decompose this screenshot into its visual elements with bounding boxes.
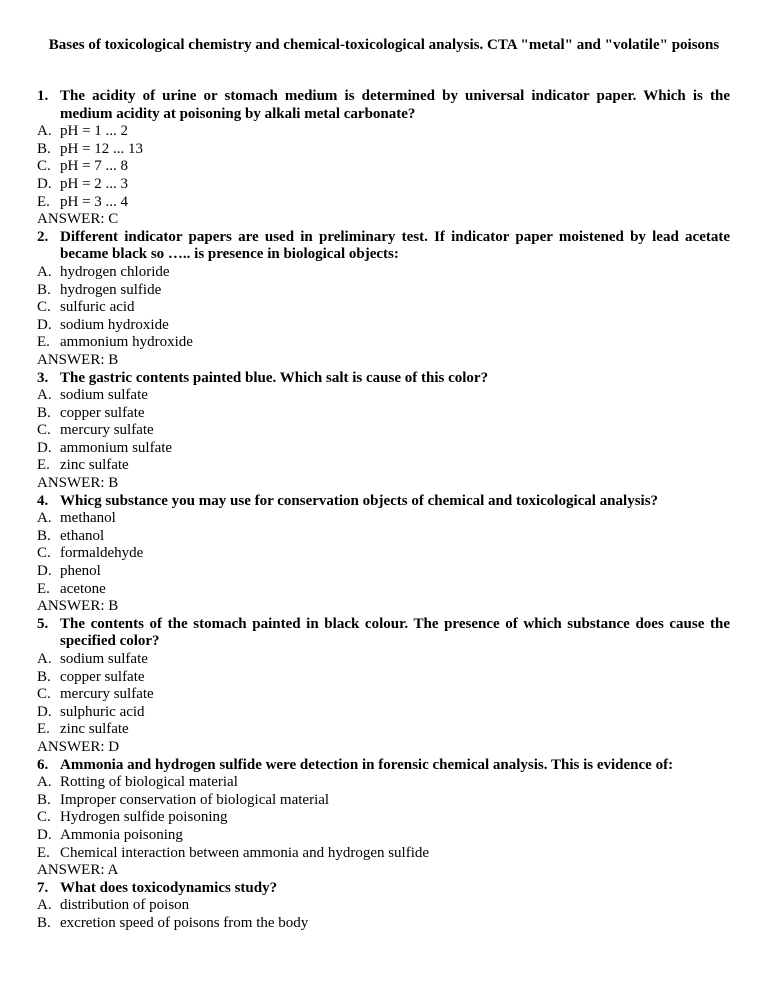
answer-option — [37, 809, 730, 827]
option-text: pH = 3 ... 4 — [60, 193, 129, 210]
option-letter: D. — [37, 703, 52, 720]
option-letter: A. — [37, 510, 52, 527]
answer-option — [37, 405, 730, 423]
question-1 — [37, 88, 730, 123]
option-text: excretion speed of poisons from the body — [60, 914, 309, 931]
question-5 — [37, 616, 730, 651]
document-title: Bases of toxicological chemistry and chemical-toxicological analysis. CTA "metal" and "volatile" poisons — [48, 37, 720, 53]
question-number: 2. — [37, 228, 49, 245]
option-text: mercury sulfate — [60, 686, 154, 703]
answer-value: B — [108, 475, 119, 492]
answer-option — [37, 669, 730, 687]
option-text: sodium hydroxide — [60, 316, 169, 333]
option-text: pH = 2 ... 3 — [60, 175, 129, 192]
answer-key — [37, 352, 730, 370]
option-letter: A. — [37, 897, 52, 914]
question-list — [37, 88, 730, 933]
answer-prefix: ANSWER: — [37, 351, 109, 368]
answer-option — [37, 721, 730, 739]
option-letter: C. — [37, 299, 51, 316]
answer-prefix: ANSWER: — [37, 211, 109, 228]
answer-option — [37, 827, 730, 845]
question-number: 3. — [37, 369, 49, 386]
answer-option — [37, 176, 730, 194]
question-text: The gastric contents painted blue. Which salt is cause of this color? — [60, 369, 489, 386]
answer-option — [37, 299, 730, 317]
option-letter: E. — [37, 721, 50, 738]
option-text: acetone — [60, 580, 106, 597]
answer-key — [37, 862, 730, 880]
answer-value: A — [107, 862, 119, 879]
answer-option — [37, 897, 730, 915]
option-letter: B. — [37, 527, 51, 544]
option-text: copper sulfate — [60, 668, 145, 685]
answer-option — [37, 686, 730, 704]
answer-option — [37, 915, 730, 933]
question-text: The contents of the stomach painted in black colour. The presence of which substance does cause the specified color? — [60, 615, 730, 650]
option-letter: C. — [37, 422, 51, 439]
option-letter: D. — [37, 316, 52, 333]
option-text: pH = 7 ... 8 — [60, 158, 129, 175]
option-text: sulphuric acid — [60, 703, 145, 720]
option-letter: C. — [37, 686, 51, 703]
option-text: Rotting of biological material — [60, 774, 238, 791]
answer-option — [37, 317, 730, 335]
option-letter: C. — [37, 545, 51, 562]
option-text: hydrogen chloride — [60, 263, 170, 280]
answer-option — [37, 774, 730, 792]
question-text: Different indicator papers are used in preliminary test. If indicator paper moistened by lead acetate became black so ….. is presence in biological objects: — [60, 228, 730, 263]
option-text: Hydrogen sulfide poisoning — [60, 809, 228, 826]
option-letter: E. — [37, 580, 50, 597]
option-letter: A. — [37, 263, 52, 280]
option-text: Chemical interaction between ammonia and hydrogen sulfide — [60, 844, 430, 861]
answer-option — [37, 387, 730, 405]
option-letter: B. — [37, 668, 51, 685]
question-7 — [37, 880, 730, 898]
option-letter: A. — [37, 774, 52, 791]
answer-key — [37, 739, 730, 757]
option-text: Ammonia poisoning — [60, 826, 183, 843]
answer-value: B — [108, 598, 119, 615]
option-text: pH = 1 ... 2 — [60, 123, 129, 140]
option-letter: D. — [37, 563, 52, 580]
answer-key — [37, 211, 730, 229]
answer-option — [37, 422, 730, 440]
answer-option — [37, 457, 730, 475]
answer-value: C — [108, 211, 119, 228]
answer-prefix: ANSWER: — [37, 738, 109, 755]
option-text: ammonium sulfate — [60, 439, 173, 456]
answer-option — [37, 704, 730, 722]
option-text: sulfuric acid — [60, 299, 135, 316]
option-letter: B. — [37, 914, 51, 931]
option-letter: B. — [37, 140, 51, 157]
option-text: Improper conservation of biological material — [60, 791, 330, 808]
option-text: zinc sulfate — [60, 457, 129, 474]
answer-option — [37, 845, 730, 863]
question-number: 1. — [37, 88, 49, 104]
answer-value: D — [108, 738, 120, 755]
answer-option — [37, 440, 730, 458]
answer-option — [37, 563, 730, 581]
option-letter: A. — [37, 387, 52, 404]
answer-option — [37, 264, 730, 282]
option-text: zinc sulfate — [60, 721, 129, 738]
answer-option — [37, 792, 730, 810]
answer-option — [37, 581, 730, 599]
question-2 — [37, 229, 730, 264]
answer-option — [37, 158, 730, 176]
option-text: copper sulfate — [60, 404, 145, 421]
question-3 — [37, 370, 730, 388]
option-text: ethanol — [60, 527, 105, 544]
option-letter: C. — [37, 809, 51, 826]
question-number: 5. — [37, 615, 49, 632]
option-letter: E. — [37, 334, 50, 351]
answer-option — [37, 510, 730, 528]
option-text: phenol — [60, 563, 101, 580]
answer-prefix: ANSWER: — [37, 598, 109, 615]
answer-option — [37, 528, 730, 546]
option-letter: E. — [37, 457, 50, 474]
question-text: Whicg substance you may use for conservation objects of chemical and toxicological analysis? — [60, 492, 659, 509]
option-text: formaldehyde — [60, 545, 144, 562]
question-text: What does toxicodynamics study? — [60, 879, 278, 896]
answer-option — [37, 651, 730, 669]
option-letter: C. — [37, 158, 51, 175]
option-text: hydrogen sulfide — [60, 281, 162, 298]
question-number: 4. — [37, 492, 49, 509]
answer-option — [37, 141, 730, 159]
option-letter: B. — [37, 404, 51, 421]
option-text: distribution of poison — [60, 897, 190, 914]
option-letter: B. — [37, 791, 51, 808]
question-text: The acidity of urine or stomach medium is determined by universal indicator paper. Which is the medium acidity at poisoning by alkali metal carbonate? — [60, 88, 730, 122]
answer-option — [37, 545, 730, 563]
question-4 — [37, 493, 730, 511]
option-letter: D. — [37, 826, 52, 843]
answer-prefix: ANSWER: — [37, 862, 108, 879]
option-text: mercury sulfate — [60, 422, 154, 439]
option-letter: E. — [37, 844, 50, 861]
question-text: Ammonia and hydrogen sulfide were detection in forensic chemical analysis. This is evidence of: — [60, 756, 674, 773]
option-text: sodium sulfate — [60, 651, 148, 667]
answer-value: B — [108, 351, 119, 368]
option-text: ammonium hydroxide — [60, 334, 193, 351]
option-text: pH = 12 ... 13 — [60, 140, 144, 157]
option-text: methanol — [60, 510, 116, 527]
answer-prefix: ANSWER: — [37, 475, 109, 492]
option-letter: A. — [37, 651, 52, 667]
option-letter: D. — [37, 175, 52, 192]
question-number: 6. — [37, 756, 49, 773]
option-letter: E. — [37, 193, 50, 210]
answer-key — [37, 598, 730, 616]
option-letter: B. — [37, 281, 51, 298]
option-letter: D. — [37, 439, 52, 456]
answer-option — [37, 282, 730, 300]
answer-option — [37, 334, 730, 352]
answer-option — [37, 123, 730, 141]
question-6 — [37, 757, 730, 775]
answer-key — [37, 475, 730, 493]
option-letter: A. — [37, 123, 52, 140]
question-number: 7. — [37, 879, 49, 896]
option-text: sodium sulfate — [60, 387, 148, 404]
answer-option — [37, 194, 730, 212]
